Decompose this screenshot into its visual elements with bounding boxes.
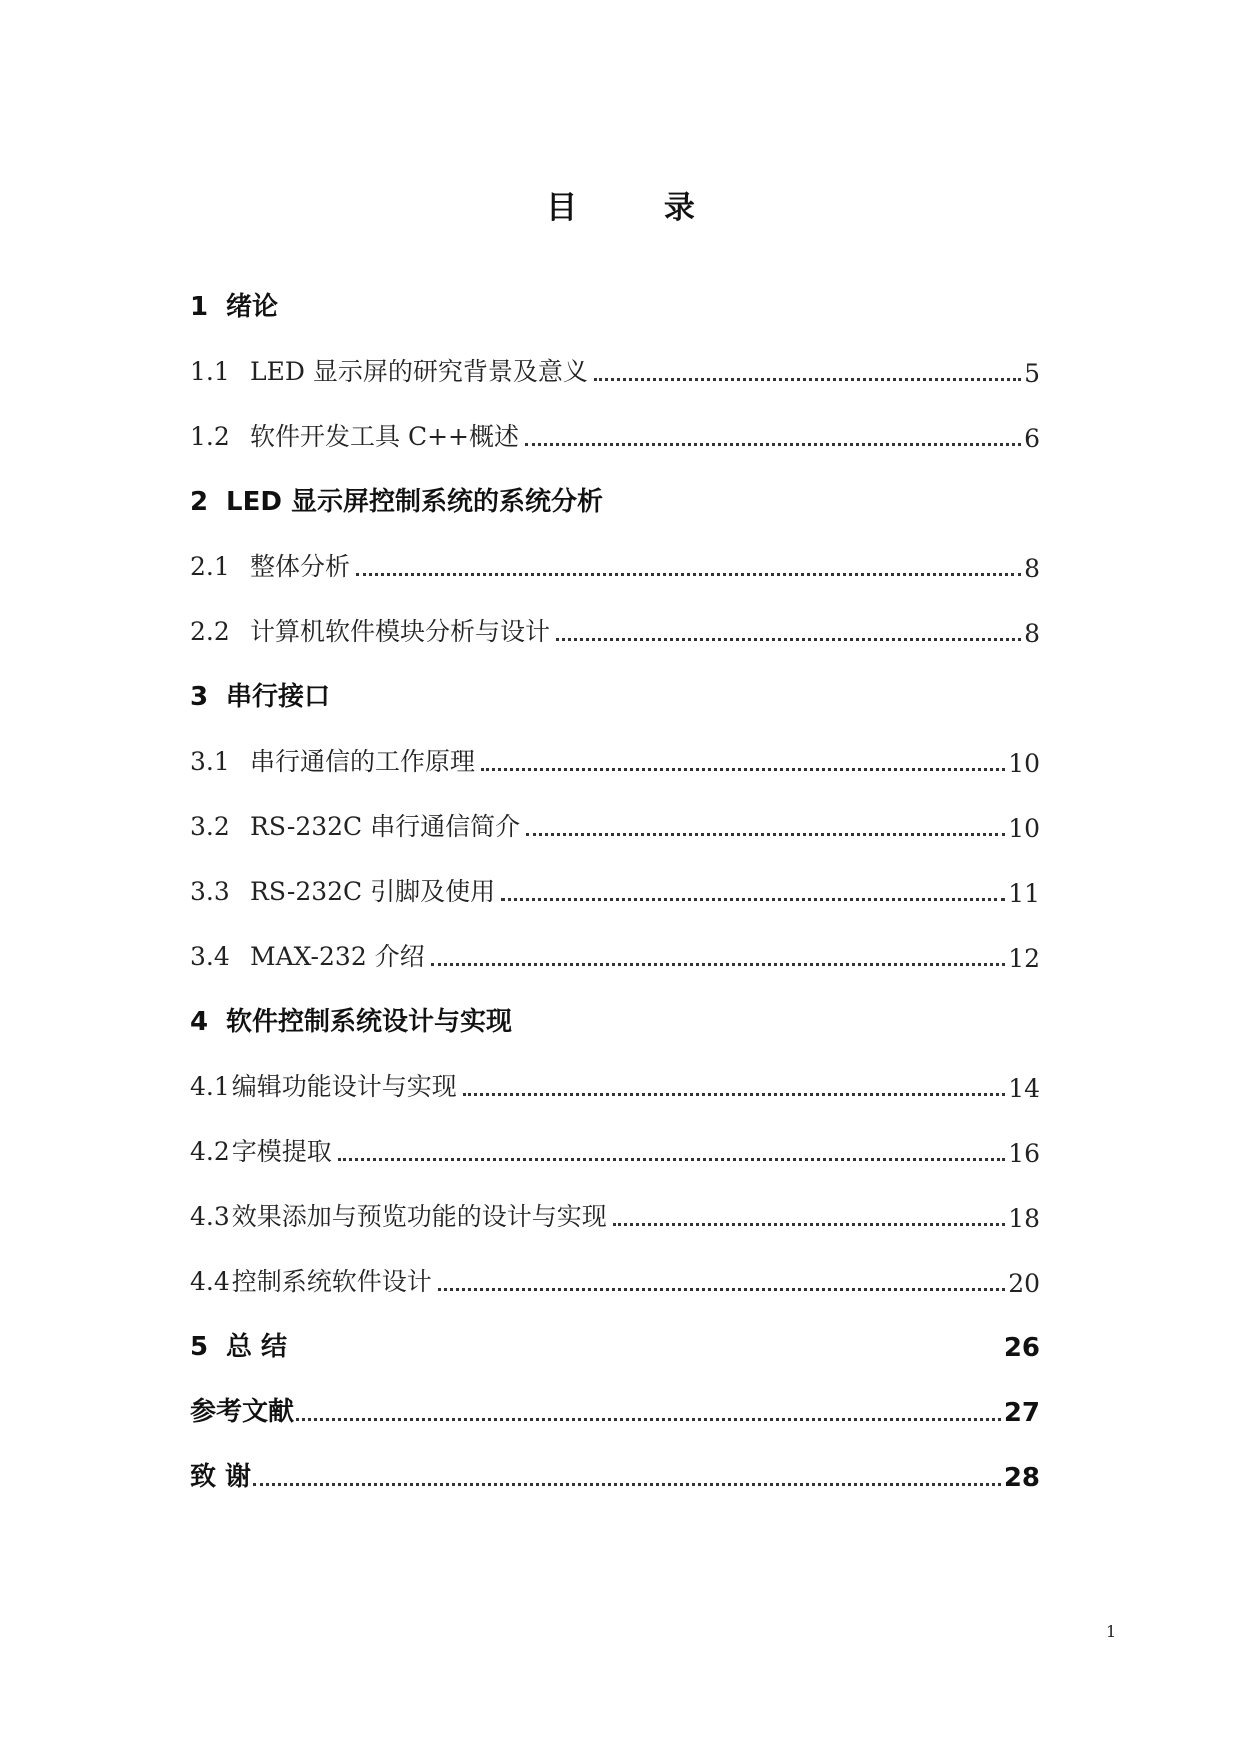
toc-entry-title: 软件控制系统设计与实现 [226,1007,513,1037]
toc-entry-label [190,352,588,388]
toc-entry-page: 28 [1003,1463,1040,1493]
toc-entry-label [190,742,475,778]
toc-entry-page: 12 [1008,944,1040,973]
toc-entry-acknowledgements[interactable] [190,1428,1040,1493]
toc-leader [338,1157,1005,1161]
toc-leader [431,962,1006,966]
toc-leader [356,572,1021,576]
toc-entry-label [190,872,495,908]
toc-entry-chapter-5[interactable] [190,1298,1040,1363]
toc-entry-number: 4.3 [190,1202,230,1231]
toc-leader [613,1222,1005,1226]
toc-entry-title: RS-232C 引脚及使用 [250,877,496,906]
toc-entry-number: 4 [190,1007,209,1037]
toc-entry-page: 10 [1008,749,1040,778]
toc-entry-section-3-4[interactable] [190,908,1040,973]
toc-entry-label [190,676,330,713]
toc-entry-section-1-2[interactable] [190,388,1040,453]
toc-leader [284,315,1037,316]
toc-entry-title: 效果添加与预览功能的设计与实现 [231,1202,607,1231]
toc-entry-label [190,1456,251,1493]
toc-entry-number: 4.4 [190,1267,230,1296]
page-number: 1 [1106,1622,1117,1641]
toc-entry-label [190,1132,332,1168]
toc-entry-title: 总 结 [226,1332,288,1362]
toc-entry-number: 3.4 [190,942,230,971]
toc-entry-page: 27 [1003,1398,1040,1428]
toc-leader [481,767,1005,771]
toc-entry-label [190,807,520,843]
toc-entry-page: 16 [1008,1139,1040,1168]
toc-entry-page: 5 [1024,359,1040,388]
toc-leader [336,705,1037,706]
toc-entry-number: 1.2 [190,422,230,451]
toc-entry-section-3-2[interactable] [190,778,1040,843]
toc-entry-title: 整体分析 [250,552,351,581]
toc-entry-page: 18 [1008,1204,1040,1233]
toc-entry-title: 串行接口 [226,682,331,712]
toc-entry-section-2-1[interactable] [190,518,1040,583]
toc-entry-title: LED 显示屏的研究背景及意义 [250,357,588,386]
toc-entry-number: 5 [190,1332,209,1362]
toc-entry-chapter-1[interactable] [190,258,1040,323]
toc-title: 目 录 [546,190,733,226]
toc-leader [556,637,1021,641]
toc-entry-number: 3.2 [190,812,230,841]
toc-entry-section-4-4[interactable] [190,1233,1040,1298]
toc-entry-title: 控制系统软件设计 [231,1267,432,1296]
toc-entry-page: 26 [1003,1333,1040,1363]
toc-entry-page: 20 [1008,1269,1040,1298]
toc-entry-label [190,1001,512,1038]
toc-entry-title: LED 显示屏控制系统的系统分析 [226,487,603,517]
toc-entry-number: 2.2 [190,617,230,646]
toc-entry-title: MAX-232 介绍 [250,942,425,971]
toc-entry-label [190,1197,607,1233]
table-of-contents [190,258,1040,1493]
toc-entry-label [190,937,425,973]
toc-entry-number: 4.2 [190,1137,230,1166]
toc-entry-label [190,1067,457,1103]
toc-entry-number: 1 [190,292,209,322]
toc-entry-title: 参考文献 [190,1397,295,1427]
toc-leader [501,897,1005,901]
toc-entry-title: 字模提取 [231,1137,332,1166]
toc-entry-number: 3.3 [190,877,230,906]
toc-leader [594,377,1021,381]
toc-entry-page: 14 [1008,1074,1040,1103]
toc-entry-page: 8 [1024,619,1040,648]
toc-entry-section-4-2[interactable] [190,1103,1040,1168]
toc-leader [438,1287,1005,1291]
toc-entry-label [190,481,603,518]
toc-entry-title: 致 谢 [190,1462,252,1492]
toc-entry-section-2-2[interactable] [190,583,1040,648]
toc-entry-chapter-4[interactable] [190,973,1040,1038]
toc-entry-references[interactable] [190,1363,1040,1428]
toc-entry-number: 4.1 [190,1072,230,1101]
toc-entry-label [190,547,350,583]
toc-entry-title: 软件开发工具 C++概述 [250,422,519,451]
toc-entry-page: 10 [1008,814,1040,843]
toc-entry-number: 1.1 [190,357,230,386]
toc-entry-number: 3 [190,682,209,712]
toc-leader [253,1482,1001,1486]
toc-entry-label [190,286,278,323]
toc-entry-label [190,417,519,453]
toc-entry-label [190,1326,287,1363]
toc-leader [518,1030,1037,1031]
toc-entry-label [190,1262,432,1298]
toc-entry-title: 编辑功能设计与实现 [231,1072,457,1101]
toc-entry-number: 3.1 [190,747,230,776]
toc-entry-chapter-2[interactable] [190,453,1040,518]
toc-entry-page: 11 [1008,879,1040,908]
toc-entry-label [190,612,550,648]
toc-leader [526,832,1005,836]
toc-leader [463,1092,1005,1096]
toc-entry-section-3-3[interactable] [190,843,1040,908]
toc-entry-page: 8 [1024,554,1040,583]
toc-leader [296,1417,1001,1421]
toc-entry-section-1-1[interactable] [190,323,1040,388]
toc-entry-section-4-1[interactable] [190,1038,1040,1103]
toc-entry-title: 绪论 [226,292,279,322]
toc-entry-chapter-3[interactable] [190,648,1040,713]
toc-entry-label [190,1391,294,1428]
toc-entry-section-4-3[interactable] [190,1168,1040,1233]
toc-leader [609,510,1037,511]
toc-entry-number: 2.1 [190,552,230,581]
toc-entry-title: 串行通信的工作原理 [250,747,476,776]
toc-entry-page: 6 [1024,424,1040,453]
toc-entry-section-3-1[interactable] [190,713,1040,778]
toc-entry-title: 计算机软件模块分析与设计 [250,617,551,646]
toc-entry-number: 2 [190,487,209,517]
toc-entry-title: RS-232C 串行通信简介 [250,812,521,841]
toc-leader [525,442,1021,446]
toc-leader [293,1355,1001,1356]
